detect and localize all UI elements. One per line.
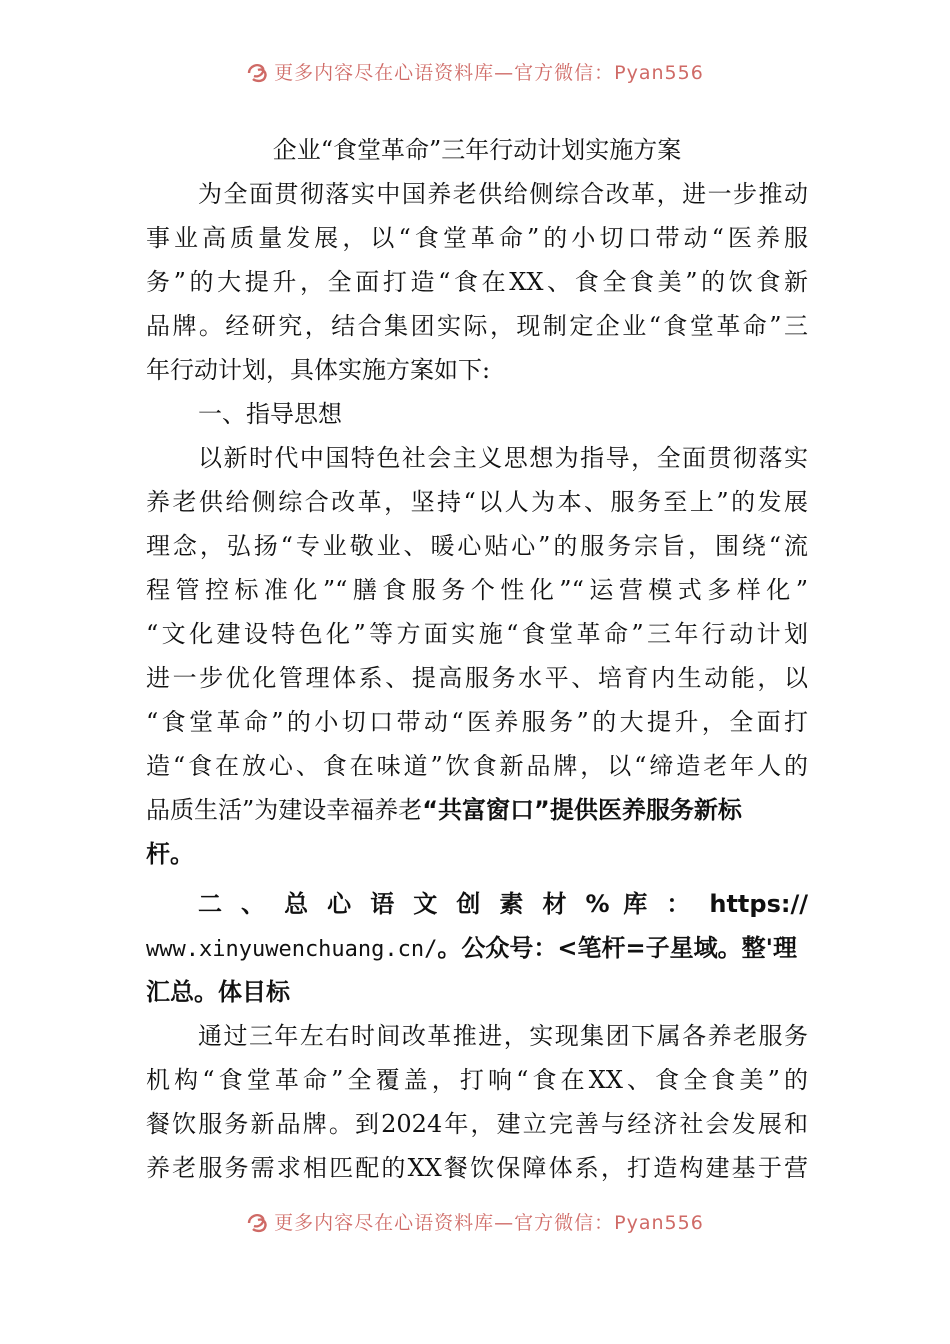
section2-line: 餐饮服务新品牌。到2024年，建立完善与经济社会发展和	[146, 1110, 808, 1138]
section1-line	[146, 832, 808, 876]
section2-heading	[146, 882, 808, 926]
section1-line: “文化建设特色化”等方面实施“食堂革命”三年行动计划	[146, 620, 808, 648]
source-url: www.xinyuwenchuang.cn/	[146, 937, 438, 962]
header-watermark	[0, 58, 950, 85]
section1-line: 造“食在放心、食在味道”饮食新品牌，以“缔造老年人的	[146, 752, 808, 780]
section1-line-normal: 品质生活”为建设幸福养老	[146, 796, 423, 824]
document-body	[146, 128, 808, 1190]
section2-line: 机构“食堂革命”全覆盖，打响“食在XX、食全食美”的	[146, 1066, 808, 1094]
section2-heading-text: 汇总。体目标	[146, 978, 290, 1006]
section1-line: 养老供给侧综合改革，坚持“以人为本、服务至上”的发展	[146, 488, 808, 516]
section2-heading	[146, 926, 808, 970]
section1-line-bold: “共富窗口”提供医养服务新标	[422, 796, 742, 824]
section1-line	[146, 788, 808, 832]
section1-heading: 一、指导思想	[198, 400, 342, 428]
section1-line: 理念，弘扬“专业敬业、暖心贴心”的服务宗旨，围绕“流	[146, 532, 808, 560]
intro-line: 为全面贯彻落实中国养老供给侧综合改革，进一步推动	[198, 180, 808, 208]
section1-line: 以新时代中国特色社会主义思想为指导，全面贯彻落实	[198, 444, 808, 472]
section1-line: “食堂革命”的小切口带动“医养服务”的大提升，全面打	[146, 708, 808, 736]
logo-icon	[246, 61, 270, 83]
intro-line: 品牌。经研究，结合集团实际，现制定企业“食堂革命”三	[146, 312, 808, 340]
intro-line: 务”的大提升，全面打造“食在XX、食全食美”的饮食新	[146, 268, 808, 296]
intro-line: 事业高质量发展，以“食堂革命”的小切口带动“医养服	[146, 224, 808, 252]
section1-line: 程管控标准化”“膳食服务个性化”“运营模式多样化”	[146, 576, 808, 604]
document-title: 企业“食堂革命”三年行动计划实施方案	[272, 136, 682, 164]
section2-heading	[146, 970, 808, 1014]
footer-watermark-text: 更多内容尽在心语资料库—官方微信：Pyan556	[274, 1212, 704, 1234]
section2-heading-text: 二 、 总 心 语 文 创 素 材 % 库 ： https://	[198, 890, 808, 918]
section2-line: 通过三年左右时间改革推进，实现集团下属各养老服务	[198, 1022, 808, 1050]
section1-line: 进一步优化管理体系、提高服务水平、培育内生动能，以	[146, 664, 808, 692]
section2-line: 养老服务需求相匹配的XX餐饮保障体系，打造构建基于营	[146, 1154, 808, 1182]
section2-heading-text: 。公众号：<笔杆=子星域。整'理	[437, 934, 797, 962]
header-watermark-text: 更多内容尽在心语资料库—官方微信：Pyan556	[274, 62, 704, 84]
section1-line-bold: 杆。	[146, 840, 194, 868]
intro-line: 年行动计划，具体实施方案如下:	[146, 356, 491, 384]
logo-icon	[246, 1211, 270, 1233]
footer-watermark	[0, 1208, 950, 1235]
